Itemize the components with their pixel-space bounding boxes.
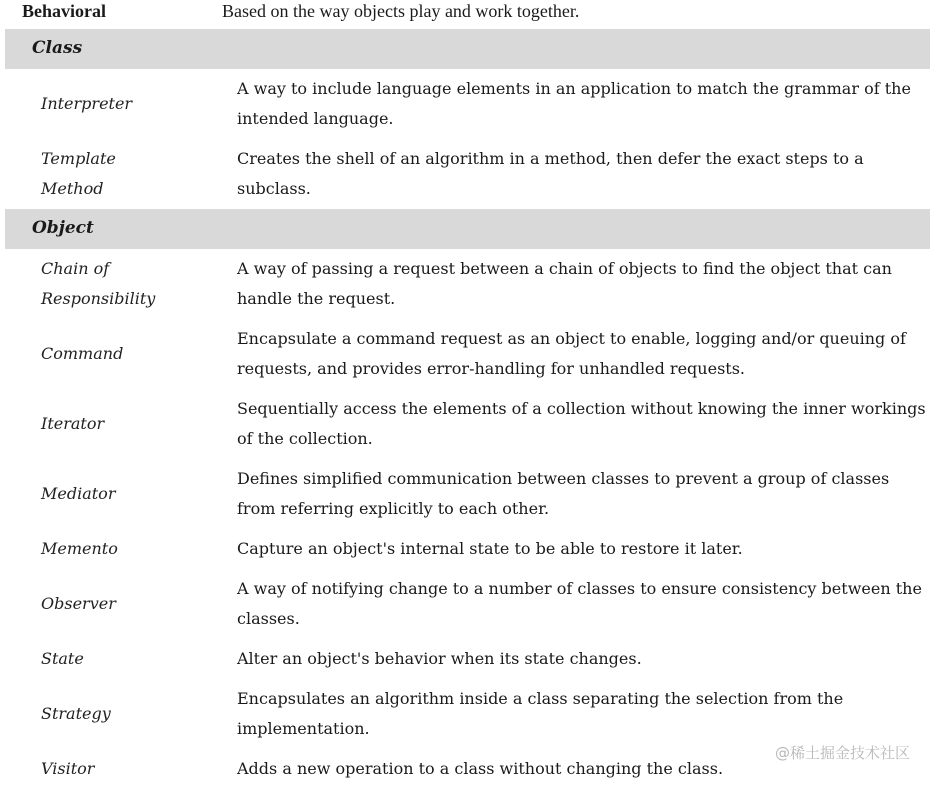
section-label: Object — [32, 218, 94, 238]
pattern-name: State — [41, 649, 84, 668]
table-row — [0, 254, 932, 314]
section-header-object — [5, 209, 930, 249]
table-row — [0, 534, 932, 564]
pattern-name: Template Method — [41, 149, 116, 198]
pattern-description: Defines simplified communication between classes to prevent a group of classes from referring explicitly to each other. — [237, 469, 890, 518]
table-row — [0, 324, 932, 384]
table-row — [0, 574, 932, 634]
pattern-name: Observer — [41, 594, 116, 613]
pattern-description: Alter an object's behavior when its state changes. — [237, 649, 642, 668]
pattern-description: Sequentially access the elements of a collection without knowing the inner workings of the collection. — [237, 399, 926, 448]
table-row — [0, 74, 932, 134]
section-header-class — [5, 29, 930, 69]
table-row — [0, 394, 932, 454]
pattern-name: Visitor — [41, 759, 95, 778]
pattern-description: Capture an object's internal state to be able to restore it later. — [237, 539, 743, 558]
pattern-description: Creates the shell of an algorithm in a method, then defer the exact steps to a subclass. — [237, 149, 864, 198]
pattern-name: Interpreter — [41, 94, 133, 113]
pattern-description: Adds a new operation to a class without changing the class. — [237, 759, 724, 778]
pattern-name: Strategy — [41, 704, 111, 723]
section-label: Class — [32, 38, 83, 58]
pattern-description: Encapsulates an algorithm inside a class separating the selection from the implementation. — [237, 689, 844, 738]
category-title: Behavioral — [22, 1, 106, 21]
table-row — [0, 644, 932, 674]
pattern-name: Chain of Responsibility — [41, 259, 156, 308]
table-row — [0, 144, 932, 204]
pattern-name: Command — [41, 344, 124, 363]
table-row — [0, 464, 932, 524]
pattern-name: Iterator — [41, 414, 105, 433]
pattern-description: A way of notifying change to a number of classes to ensure consistency between the classes. — [237, 579, 922, 628]
pattern-description: Encapsulate a command request as an object to enable, logging and/or queuing of requests, and provides error-handling for unhandled requests. — [237, 329, 906, 378]
pattern-description: A way to include language elements in an application to match the grammar of the intended language. — [237, 79, 911, 128]
table-row — [0, 684, 932, 744]
watermark: @稀土掘金技术社区 — [774, 744, 910, 762]
pattern-name: Memento — [41, 539, 118, 558]
category-description: Based on the way objects play and work together. — [222, 1, 580, 21]
pattern-name: Mediator — [41, 484, 116, 503]
table-header-row — [0, 0, 932, 28]
pattern-description: A way of passing a request between a chain of objects to find the object that can handle the request. — [237, 259, 892, 308]
